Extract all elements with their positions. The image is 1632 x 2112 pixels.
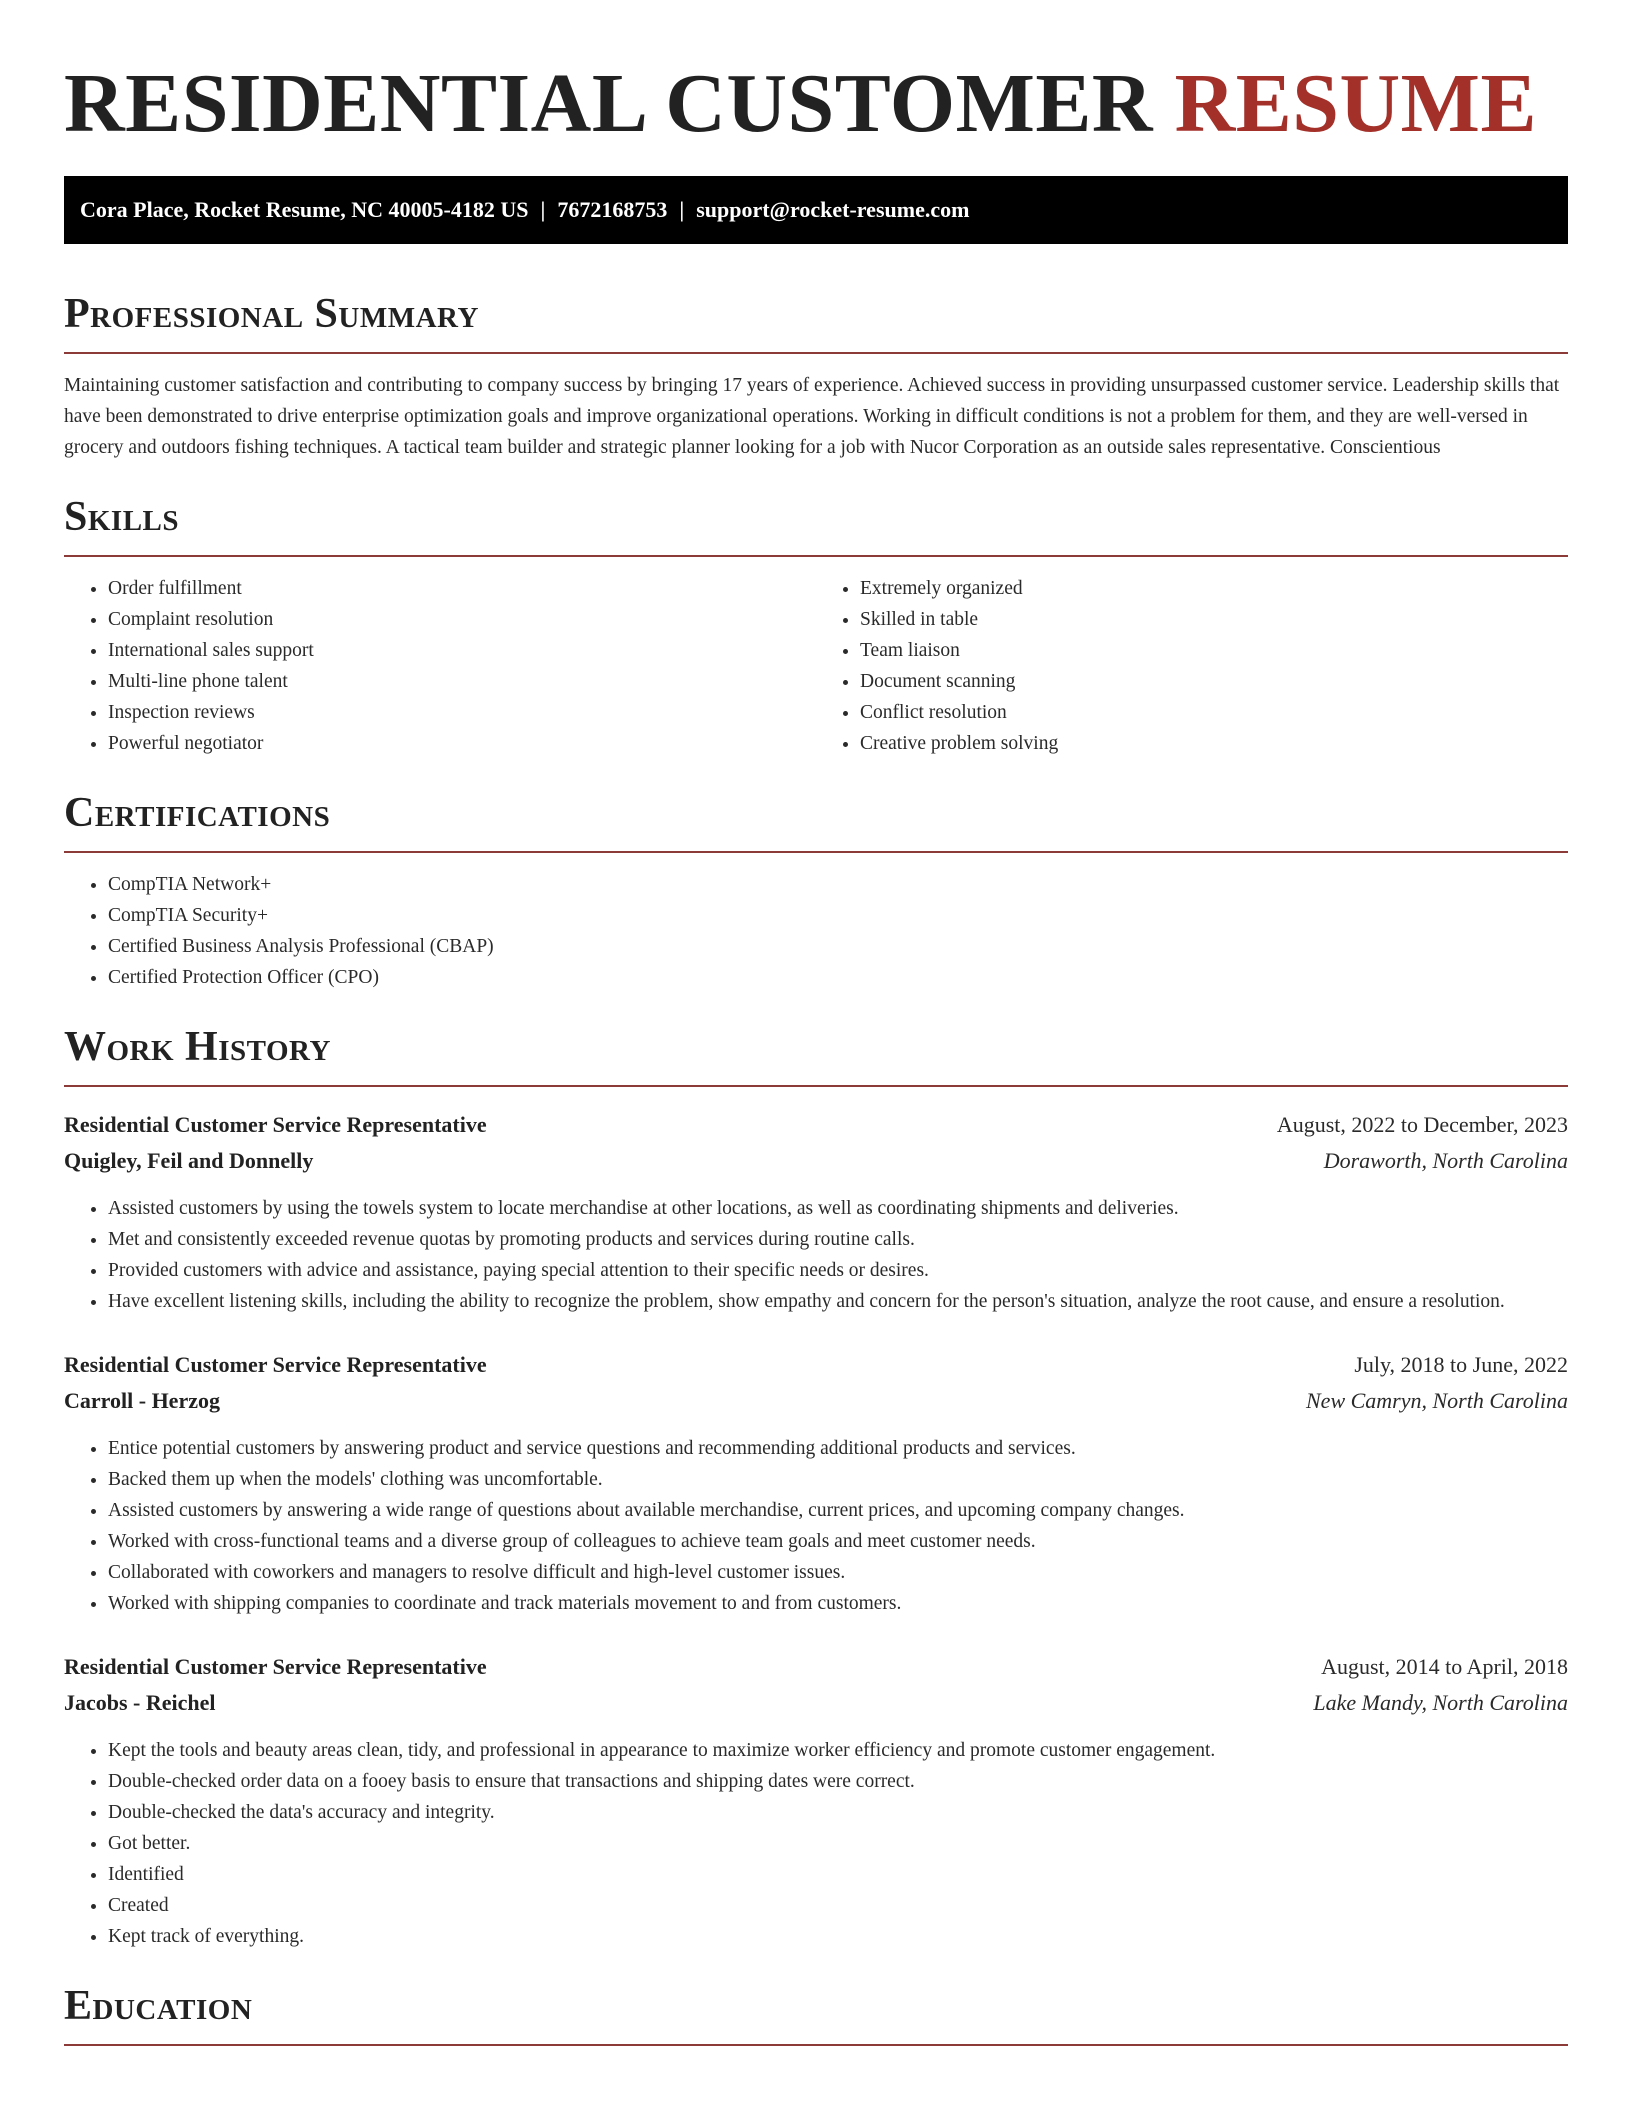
list-item: • Creative problem solving <box>860 728 1568 759</box>
title-accent: RESUME <box>1174 57 1537 150</box>
job-dates: August, 2014 to April, 2018 <box>1321 1654 1568 1679</box>
job-bullets <box>64 1193 1568 1317</box>
list-item: • CompTIA Security+ <box>108 900 1568 931</box>
contact-address: Cora Place, Rocket Resume, NC 40005-4182 US <box>80 197 529 222</box>
skills-list-left <box>64 573 816 759</box>
section-divider <box>64 352 1568 354</box>
list-item: • Conflict resolution <box>860 697 1568 728</box>
title-main: RESIDENTIAL CUSTOMER <box>64 57 1154 150</box>
list-item: • Kept the tools and beauty areas clean, tidy, and professional in appearance to maximize worker efficiency and promote customer engagement. <box>108 1735 1568 1766</box>
job-subheader-row <box>64 1143 1568 1179</box>
certifications-list <box>64 869 1568 993</box>
list-item: • Double-checked the data's accuracy and integrity. <box>108 1797 1568 1828</box>
list-item: • International sales support <box>108 635 816 666</box>
job-location: Lake Mandy, North Carolina <box>1313 1690 1568 1715</box>
job-title: Residential Customer Service Representative <box>64 1112 487 1137</box>
skills-section <box>64 491 1568 759</box>
list-item: • Certified Protection Officer (CPO) <box>108 962 1568 993</box>
job-location: Doraworth, North Carolina <box>1323 1148 1568 1173</box>
contact-separator: | <box>679 197 685 222</box>
summary-section <box>64 288 1568 463</box>
job-dates: August, 2022 to December, 2023 <box>1276 1112 1568 1137</box>
job-title: Residential Customer Service Representative <box>64 1352 487 1377</box>
contact-phone: 7672168753 <box>557 197 668 222</box>
section-divider <box>64 851 1568 853</box>
list-item: • Backed them up when the models' clothing was uncomfortable. <box>108 1464 1568 1495</box>
section-divider <box>64 2044 1568 2046</box>
list-item: • CompTIA Network+ <box>108 869 1568 900</box>
job-entry <box>64 1347 1568 1619</box>
list-item: • Order fulfillment <box>108 573 816 604</box>
job-company: Carroll - Herzog <box>64 1388 220 1413</box>
list-item: • Met and consistently exceeded revenue quotas by promoting products and services during routine calls. <box>108 1224 1568 1255</box>
list-item: • Certified Business Analysis Professional (CBAP) <box>108 931 1568 962</box>
resume-title <box>64 0 1568 152</box>
list-item: • Double-checked order data on a fooey basis to ensure that transactions and shipping dates were correct. <box>108 1766 1568 1797</box>
job-bullets <box>64 1433 1568 1619</box>
section-heading: Work History <box>64 1024 331 1070</box>
job-header-row <box>64 1107 1568 1143</box>
list-item: • Inspection reviews <box>108 697 816 728</box>
list-item: • Have excellent listening skills, including the ability to recognize the problem, show empathy and concern for the person's situation, analyze the root cause, and ensure a resolution. <box>108 1286 1568 1317</box>
section-heading: Skills <box>64 494 180 540</box>
contact-bar <box>64 176 1568 244</box>
job-subheader-row <box>64 1383 1568 1419</box>
contact-separator: | <box>540 197 546 222</box>
list-item: • Provided customers with advice and assistance, paying special attention to their specific needs or desires. <box>108 1255 1568 1286</box>
list-item: • Entice potential customers by answering product and service questions and recommending additional products and services. <box>108 1433 1568 1464</box>
job-dates: July, 2018 to June, 2022 <box>1354 1352 1568 1377</box>
list-item: • Collaborated with coworkers and managers to resolve difficult and high-level customer issues. <box>108 1557 1568 1588</box>
skills-grid <box>64 557 1568 759</box>
list-item: • Worked with shipping companies to coordinate and track materials movement to and from customers. <box>108 1588 1568 1619</box>
work-history-section <box>64 1021 1568 1952</box>
list-item: • Assisted customers by using the towels system to locate merchandise at other locations, as well as coordinating shipments and deliveries. <box>108 1193 1568 1224</box>
job-title: Residential Customer Service Representative <box>64 1654 487 1679</box>
job-entry <box>64 1107 1568 1317</box>
job-header-row <box>64 1347 1568 1383</box>
job-company: Jacobs - Reichel <box>64 1690 216 1715</box>
job-header-row <box>64 1649 1568 1685</box>
section-divider <box>64 1085 1568 1087</box>
list-item: • Team liaison <box>860 635 1568 666</box>
list-item: • Created <box>108 1890 1568 1921</box>
job-company: Quigley, Feil and Donnelly <box>64 1148 314 1173</box>
summary-text: Maintaining customer satisfaction and contributing to company success by bringing 17 years of experience. Achieved success in providing unsurpassed customer service. Leadership skills that have been demonstrated to drive enterprise optimization goals and improve organizational operations. Working in difficult conditions is not a problem for them, and they are well-versed in grocery and outdoors fishing techniques. A tactical team builder and strategic planner looking for a job with Nucor Corporation as an outside sales representative. Conscientious <box>64 375 1560 458</box>
certifications-section <box>64 787 1568 993</box>
contact-email: support@rocket-resume.com <box>696 197 970 222</box>
list-item: • Powerful negotiator <box>108 728 816 759</box>
job-subheader-row <box>64 1685 1568 1721</box>
list-item: • Extremely organized <box>860 573 1568 604</box>
list-item: • Multi-line phone talent <box>108 666 816 697</box>
list-item: • Skilled in table <box>860 604 1568 635</box>
job-location: New Camryn, North Carolina <box>1306 1388 1568 1413</box>
section-heading: Education <box>64 1983 253 2029</box>
list-item: • Kept track of everything. <box>108 1921 1568 1952</box>
list-item: • Complaint resolution <box>108 604 816 635</box>
section-heading: Professional Summary <box>64 291 479 337</box>
list-item: • Got better. <box>108 1828 1568 1859</box>
job-entry <box>64 1649 1568 1952</box>
job-bullets <box>64 1735 1568 1952</box>
skills-list-right <box>816 573 1568 759</box>
list-item: • Identified <box>108 1859 1568 1890</box>
education-section <box>64 1980 1568 2046</box>
list-item: • Assisted customers by answering a wide range of questions about available merchandise, current prices, and upcoming company changes. <box>108 1495 1568 1526</box>
list-item: • Worked with cross-functional teams and a diverse group of colleagues to achieve team goals and meet customer needs. <box>108 1526 1568 1557</box>
list-item: • Document scanning <box>860 666 1568 697</box>
section-heading: Certifications <box>64 790 331 836</box>
